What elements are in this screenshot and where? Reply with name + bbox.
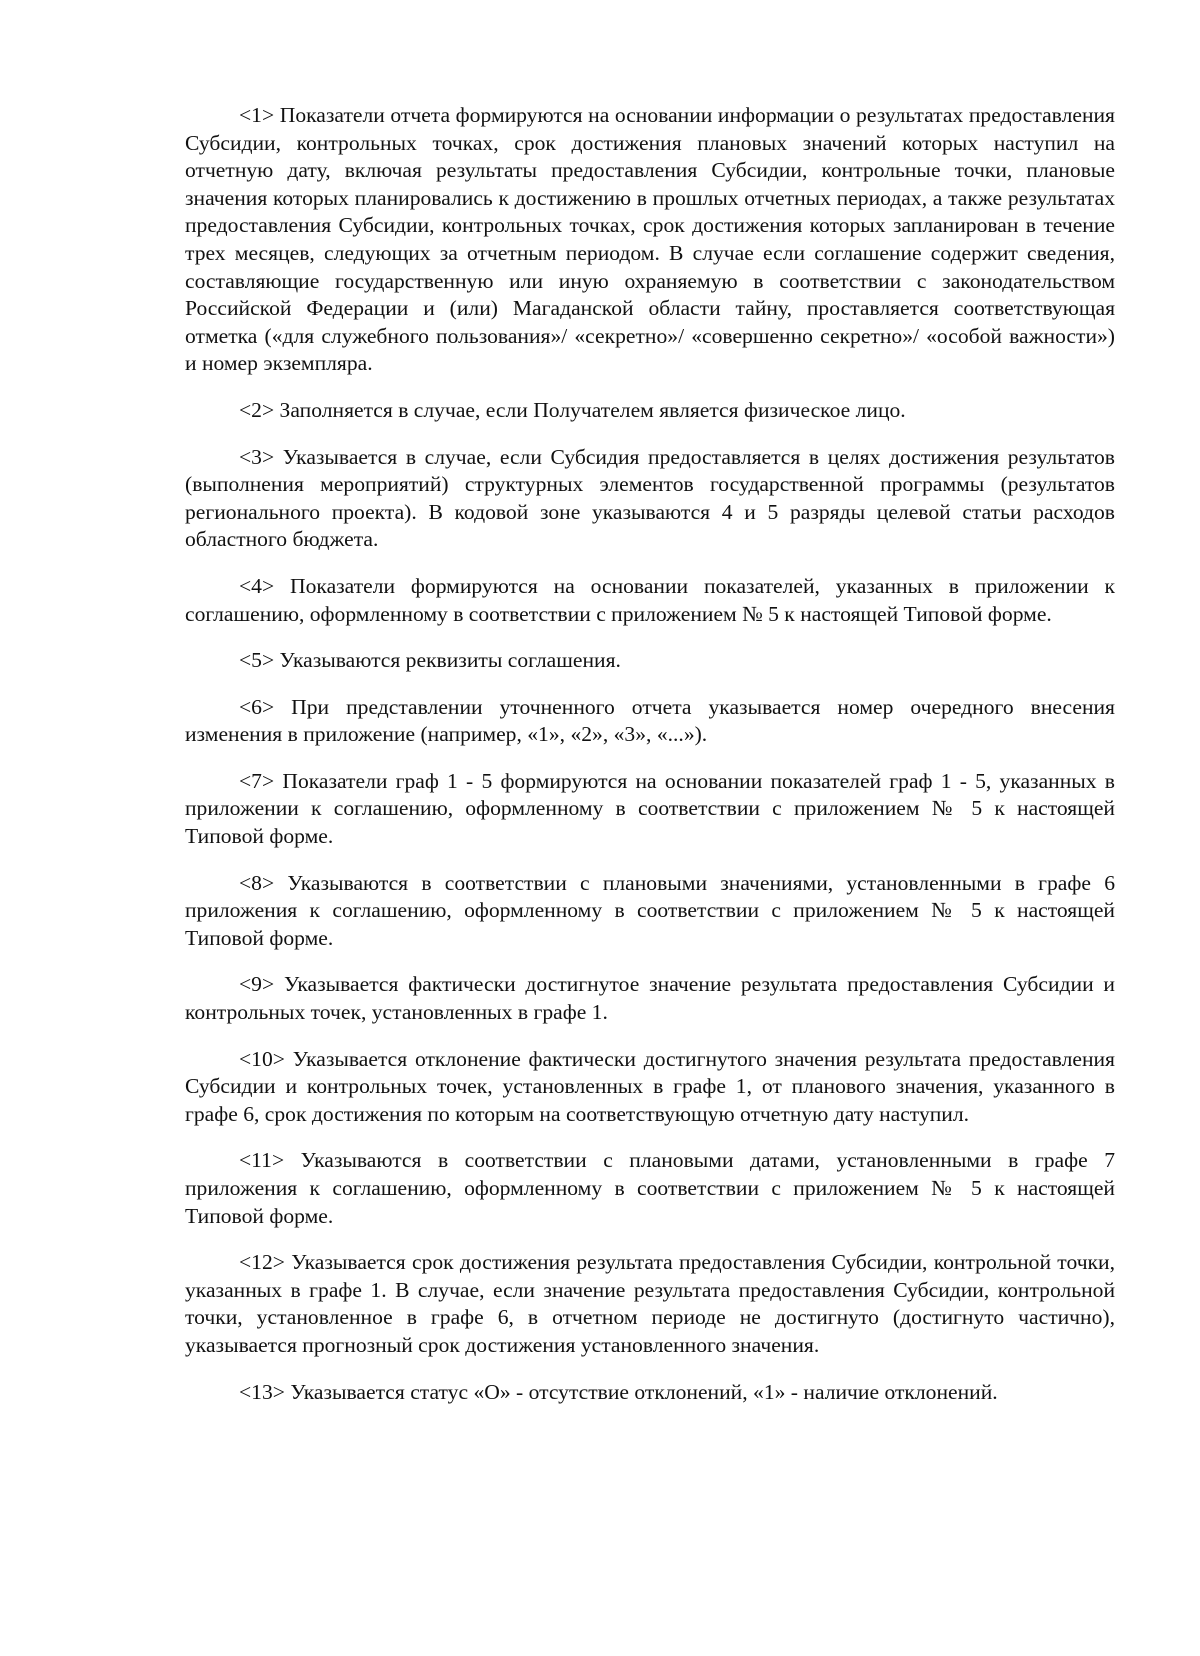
footnote-6: <6> При представлении уточненного отчета указывается номер очередного внесения изменения в приложение (например, «1», «2», «3», «...»). [185, 694, 1115, 747]
footnote-4: <4> Показатели формируются на основании показателей, указанных в приложении к соглашению, оформленному в соответствии с приложением № 5 к настоящей Типовой форме. [185, 573, 1115, 626]
footnote-9: <9> Указывается фактически достигнутое значение результата предоставления Субсидии и контрольных точек, установленных в графе 1. [185, 972, 1115, 1025]
footnote-3: <3> Указывается в случае, если Субсидия предоставляется в целях достижения результатов (выполнения мероприятий) структурных элементов государственной программы (результатов регионального проекта). В кодовой зоне указываются 4 и 5 разряды целевой статьи расходов областного бюджета. [185, 444, 1115, 552]
footnote-12: <12> Указывается срок достижения результата предоставления Субсидии, контрольной точки, указанных в графе 1. В случае, если значение результата предоставления Субсидии, контрольной точки, установленное в графе 6, в отчетном периоде не достигнуто (достигнуто частично), указывается прогнозный срок достижения установленного значения. [185, 1250, 1115, 1357]
footnote-1: <1> Показатели отчета формируются на основании информации о результатах предоставления Субсидии, контрольных точках, срок достижения плановых значений которых наступил на отчетную дату, включая результаты предоставления Субсидии, контрольные точки, плановые значения которых планировались к достижению в прошлых отчетных периодах, а также результатах предоставления Субсидии, контрольных точках, срок достижения которых запланирован в течение трех месяцев, следующих за отчетным периодом. В случае если соглашение содержит сведения, составляющие государственную или иную охраняемую в соответствии с законодательством Российской Федерации и (или) Магаданской области тайну, проставляется соответствующая отметка («для служебного пользования»/ «секретно»/ «совершенно секретно»/ «особой важности») и номер экземпляра. [185, 103, 1115, 376]
footnote-11: <11> Указываются в соответствии с плановыми датами, установленными в графе 7 приложения к соглашению, оформленному в соответствии с приложением № 5 к настоящей Типовой форме. [185, 1148, 1115, 1228]
footnote-10: <10> Указывается отклонение фактически достигнутого значения результата предоставления Субсидии и контрольных точек, установленных в графе 1, от планового значения, указанного в графе 6, срок достижения по которым на соответствующую отчетную дату наступил. [185, 1046, 1115, 1126]
footnote-8: <8> Указываются в соответствии с плановыми значениями, установленными в графе 6 приложения к соглашению, оформленному в соответствии с приложением № 5 к настоящей Типовой форме. [185, 870, 1115, 950]
footnotes-page [185, 102, 1115, 1425]
footnote-7: <7> Показатели граф 1 - 5 формируются на основании показателей граф 1 - 5, указанных в приложении к соглашению, оформленному в соответствии с приложением № 5 к настоящей Типовой форме. [185, 768, 1115, 849]
footnote-5: <5> Указываются реквизиты соглашения. [239, 648, 621, 673]
footnote-2: <2> Заполняется в случае, если Получателем является физическое лицо. [239, 397, 906, 422]
footnote-13: <13> Указывается статус «О» - отсутствие отклонений, «1» - наличие отклонений. [239, 1379, 998, 1404]
